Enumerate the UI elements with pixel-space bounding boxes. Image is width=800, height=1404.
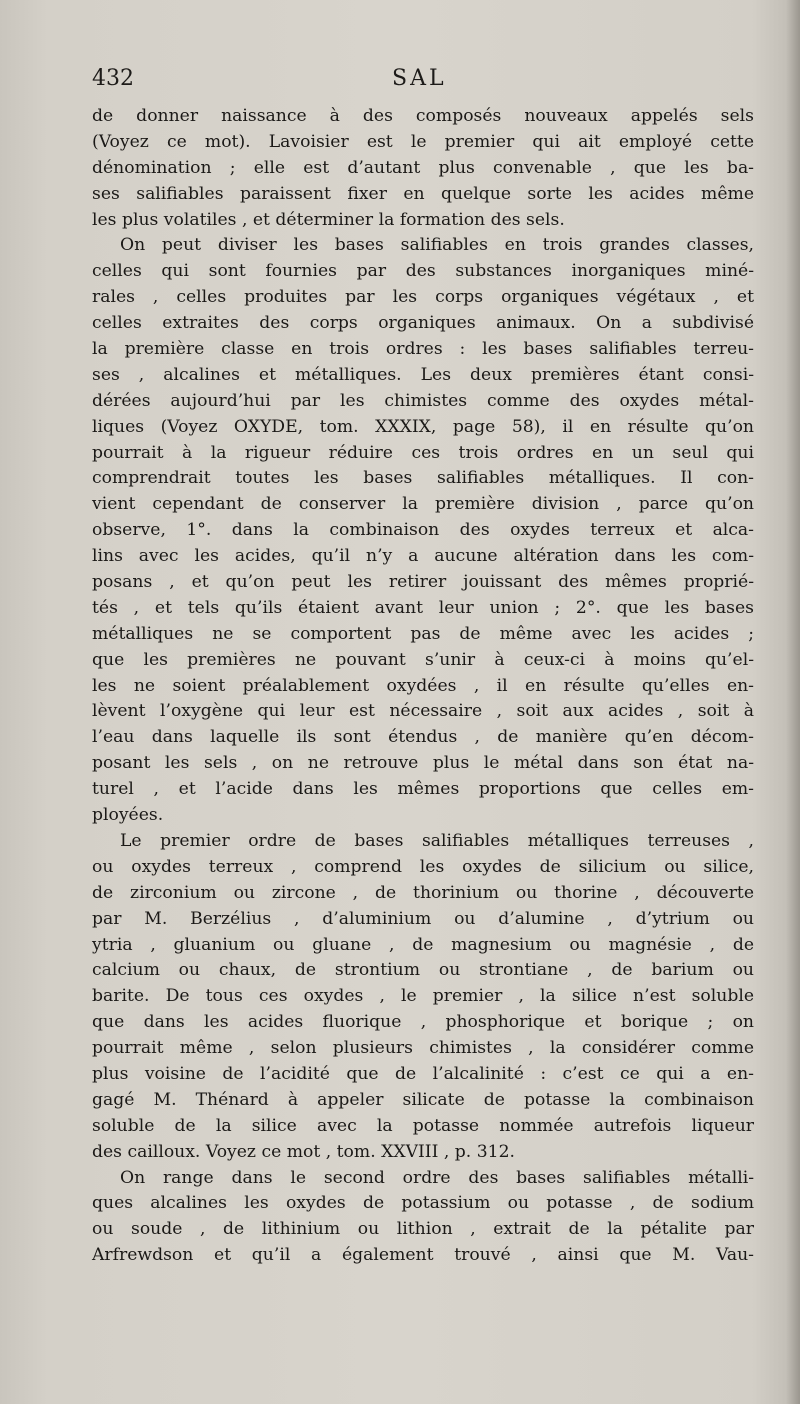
text-line: lèvent l’oxygène qui leur est nécessaire , soit aux acides , soit à [92,701,754,722]
running-head: SAL [392,66,447,91]
paragraph-4 [92,1166,754,1270]
paragraph-3 [92,829,754,1166]
text-line: ployées. [92,805,164,826]
text-line: par M. Berzélius , d’aluminium ou d’alumine , d’ytrium ou [92,908,754,929]
text-line: dérées aujourd’hui par les chimistes comme des oxydes métal- [92,390,754,411]
text-line: dénomination ; elle est d’autant plus convenable , que les ba- [92,157,754,178]
text-line: métalliques ne se comportent pas de même avec les acides ; [92,623,754,644]
text-line: posant les sels , on ne retrouve plus le métal dans son état na- [92,753,754,774]
text-line: celles extraites des corps organiques animaux. On a subdivisé [92,313,754,334]
page-header [92,66,752,96]
text-line: plus voisine de l’acidité que de l’alcalinité : c’est ce qui a en- [92,1063,754,1084]
text-line: ques alcalines les oxydes de potassium ou potasse , de sodium [92,1193,754,1214]
text-line: les plus volatiles , et déterminer la formation des sels. [92,209,565,230]
text-line: barite. De tous ces oxydes , le premier , la silice n’est soluble [92,986,754,1007]
text-line: soluble de la silice avec la potasse nommée autrefois liqueur [92,1115,754,1136]
page-number: 432 [92,66,134,91]
text-line: les ne soient préalablement oxydées , il en résulte qu’elles en- [92,675,754,696]
text-line: Arfrewdson et qu’il a également trouvé , ainsi que M. Vau- [92,1245,754,1266]
text-line: ou oxydes terreux , comprend les oxydes de silicium ou silice, [92,856,754,877]
text-line: rales , celles produites par les corps organiques végétaux , et [92,287,754,308]
text-line: observe, 1°. dans la combinaison des oxydes terreux et alca- [92,520,754,541]
text-line: des cailloux. Voyez ce mot , tom. XXVIII , p. 312. [92,1141,515,1162]
text-line: calcium ou chaux, de strontium ou strontiane , de barium ou [92,960,754,981]
text-line: l’eau dans laquelle ils sont étendus , de manière qu’en décom- [92,727,754,748]
text-line: posans , et qu’on peut les retirer jouissant des mêmes proprié- [92,572,754,593]
paragraph-1 [92,104,754,233]
text-line: de zirconium ou zircone , de thorinium ou thorine , découverte [92,882,754,903]
text-line: de donner naissance à des composés nouveaux appelés sels [92,106,754,126]
text-line: ses , alcalines et métalliques. Les deux premières étant consi- [92,364,754,385]
text-line: tés , et tels qu’ils étaient avant leur union ; 2°. que les bases [92,597,754,618]
page-edge-shadow [786,0,800,1404]
text-line: On peut diviser les bases salifiables en trois grandes classes, [120,235,754,256]
text-line: ou soude , de lithinium ou lithion , extrait de la pétalite par [92,1219,754,1240]
text-line: pourrait à la rigueur réduire ces trois ordres en un seul qui [92,442,754,463]
body-text [92,104,754,1269]
text-line: ses salifiables paraissent fixer en quelque sorte les acides même [92,183,754,204]
text-line: que les premières ne pouvant s’unir à ceux-ci à moins qu’el- [92,649,754,670]
text-line: (Voyez ce mot). Lavoisier est le premier qui ait employé cette [92,131,754,152]
text-line: Le premier ordre de bases salifiables métalliques terreuses , [120,830,754,851]
text-line: comprendrait toutes les bases salifiables métalliques. Il con- [92,468,754,489]
text-line: On range dans le second ordre des bases salifiables métalli- [120,1167,754,1188]
text-line: la première classe en trois ordres : les bases salifiables terreu- [92,339,754,360]
text-line: gagé M. Thénard à appeler silicate de potasse la combinaison [92,1089,754,1110]
text-line: turel , et l’acide dans les mêmes proportions que celles em- [92,779,754,800]
paragraph-2 [92,233,754,828]
text-line: vient cependant de conserver la première division , parce qu’on [92,494,754,515]
text-line: liques (Voyez OXYDE, tom. XXXIX, page 58), il en résulte qu’on [92,416,754,437]
text-line: lins avec les acides, qu’il n’y a aucune altération dans les com- [92,546,754,567]
text-line: celles qui sont fournies par des substances inorganiques miné- [92,261,754,282]
text-line: ytria , gluanium ou gluane , de magnesium ou magnésie , de [92,934,754,955]
text-line: que dans les acides fluorique , phosphorique et borique ; on [92,1012,754,1033]
text-line: pourrait même , selon plusieurs chimistes , la considérer comme [92,1038,754,1059]
